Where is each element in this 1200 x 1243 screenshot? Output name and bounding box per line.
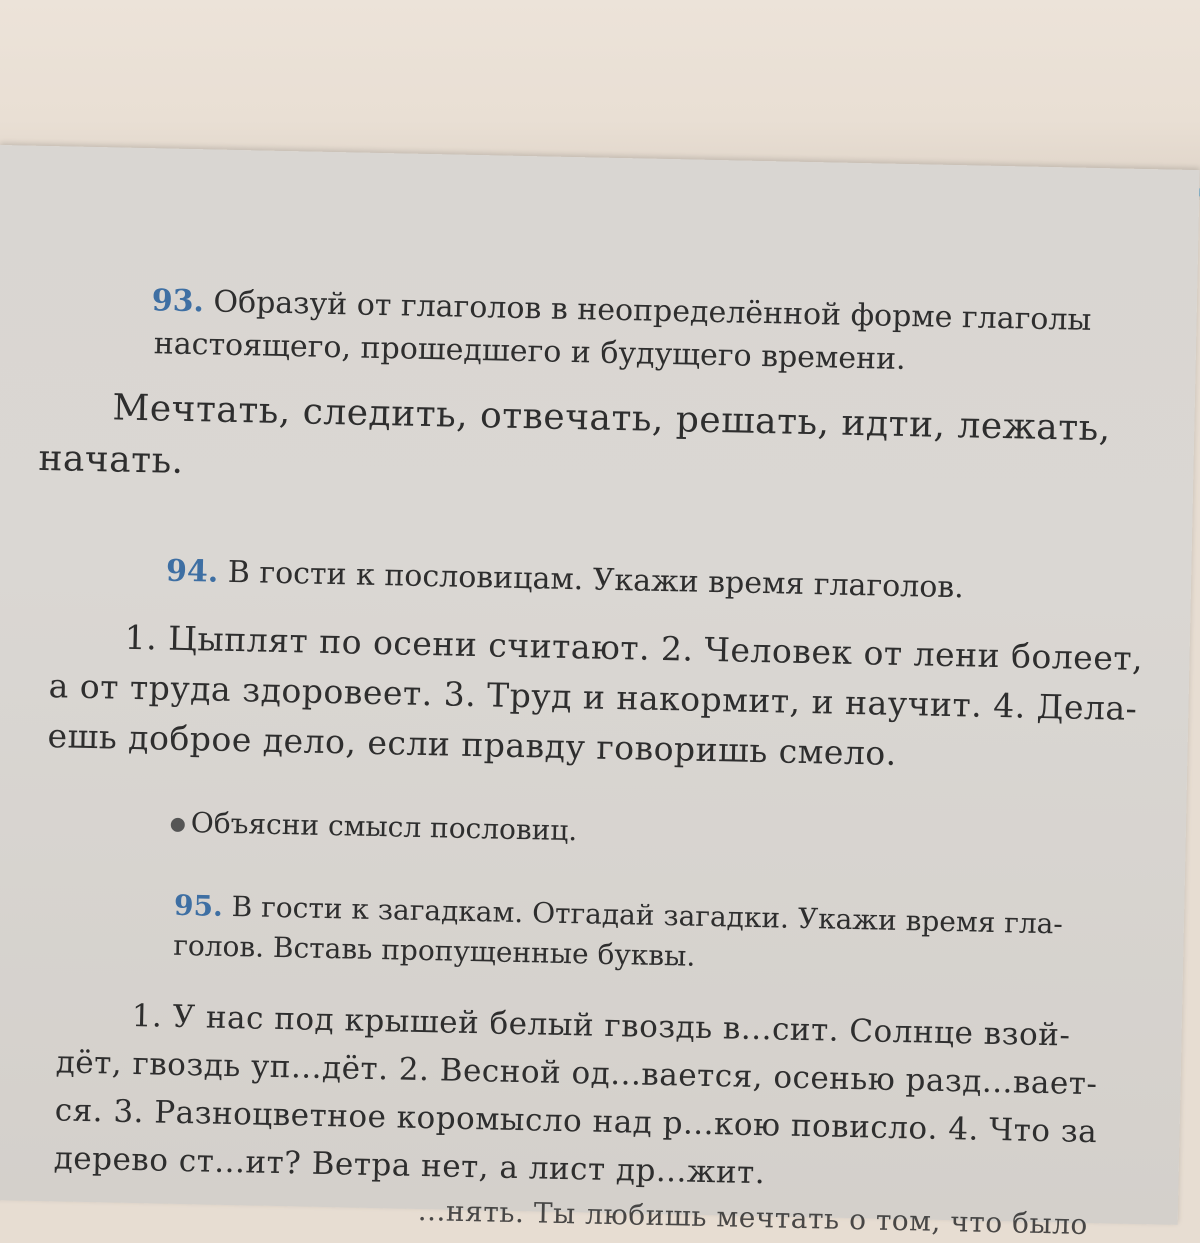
ex95-line1: 1. У нас под крышей белый гвоздь в...сит. Солнце взой- (131, 997, 1071, 1054)
ex95-line3: ся. 3. Разноцветное коромысло над р...кою повисло. 4. Что за (54, 1092, 1098, 1151)
ex95-line2: дёт, гвоздь уп...дёт. 2. Весной од...вается, осенью разд...вает- (55, 1044, 1098, 1103)
ex95-task-line2: голов. Вставь пропущенные буквы. (172, 928, 696, 973)
ex94-task-text: В гости к пословицам. Укажи время глаголов. (227, 554, 965, 606)
ex93-task-line2: настоящего, прошедшего и будущего времени. (153, 326, 906, 378)
textbook-page (0, 145, 1200, 1242)
ex93-task-text: Образуй от глаголов в неопределённой форме глаголы (213, 284, 1092, 338)
ex94-line2: а от труда здоровеет. 3. Труд и накормит, и научит. 4. Дела- (48, 666, 1138, 728)
bullet-icon (171, 817, 185, 831)
ex93-number: 93. (151, 283, 205, 320)
ex94-bullet-text: Объясни смысл пословиц. (190, 806, 578, 848)
ex94-task (166, 554, 964, 606)
cut-off-line: ...нять. Ты любишь мечтать о том, что было (417, 1193, 1089, 1242)
ex95-task-text: В гости к загадкам. Отгадай загадки. Укажи время гла- (231, 890, 1064, 941)
ex95-number: 95. (173, 888, 224, 923)
ex94-bullet-task (171, 806, 578, 848)
ex94-line3: ешь доброе дело, если правду говоришь смело. (47, 716, 898, 773)
ex94-number: 94. (165, 553, 219, 590)
ex94-line1: 1. Цыплят по осени считают. 2. Человек от лени болеет, (124, 617, 1144, 679)
ex93-words-line1: Мечтать, следить, отвечать, решать, идти, лежать, (112, 387, 1112, 450)
ex93-words-line2: начать. (38, 437, 185, 482)
ex95-line4: дерево ст...ит? Ветра нет, а лист др...жит. (53, 1140, 766, 1192)
